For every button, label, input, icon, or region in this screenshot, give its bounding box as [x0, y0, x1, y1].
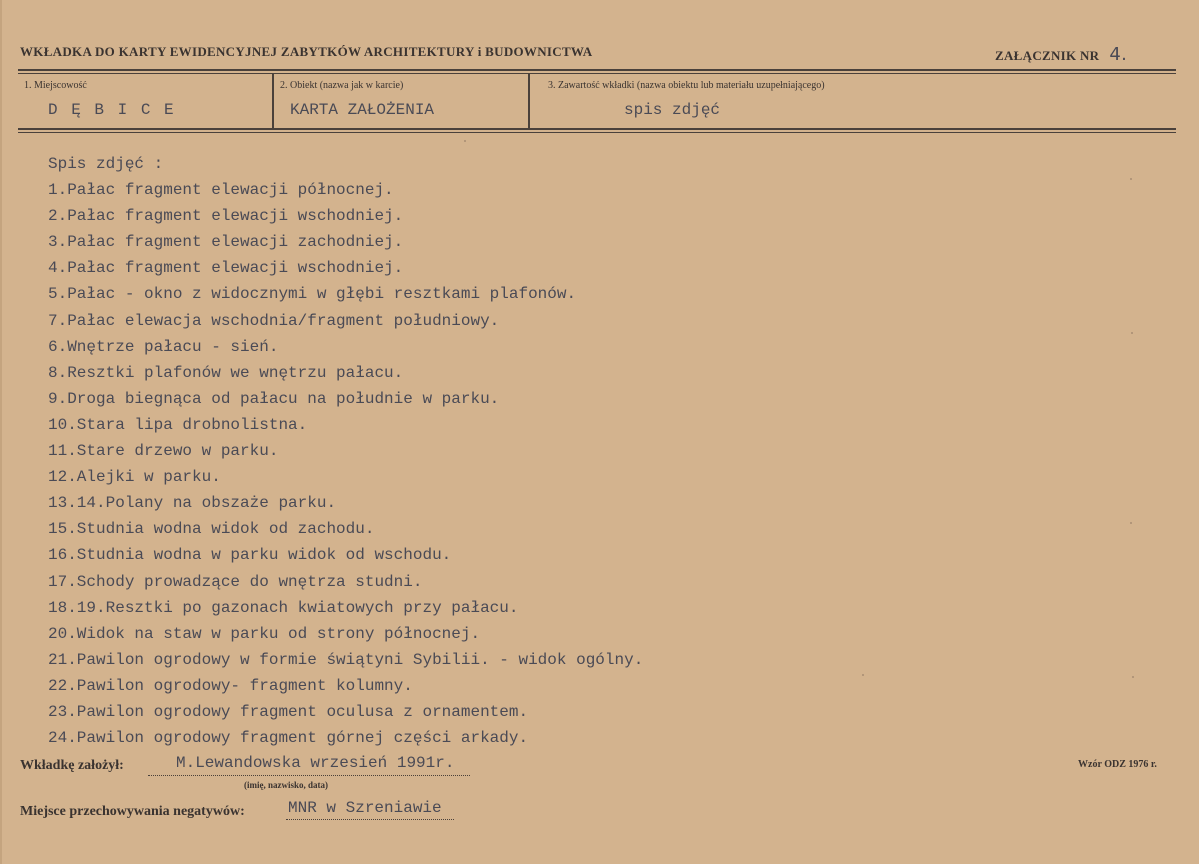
object-label: 2. Obiekt (nazwa jak w karcie) — [280, 80, 404, 91]
photo-list — [48, 151, 643, 751]
list-item: 3.Pałac fragment elewacji zachodniej. — [48, 233, 404, 252]
locality-value: D Ę B I C E — [48, 101, 176, 119]
list-item: 23.Pawilon ogrodowy fragment oculusa z ornamentem. — [48, 702, 529, 721]
list-item: 15.Studnia wodna widok od zachodu. — [48, 520, 375, 539]
object-value: KARTA ZAŁOŻENIA — [290, 101, 435, 119]
fields-rule-thin — [18, 132, 1176, 133]
list-heading: Spis zdjęć : — [48, 155, 164, 173]
list-item: 8.Resztki plafonów we wnętrzu pałacu. — [48, 363, 404, 382]
list-item: 11.Stare drzewo w parku. — [48, 442, 279, 461]
field-divider — [272, 74, 274, 128]
content-value: spis zdjęć — [624, 101, 721, 119]
form-title: WKŁADKA DO KARTY EWIDENCYJNEJ ZABYTKÓW ARCHITEKTURY i BUDOWNICTWA — [20, 44, 593, 59]
paper-speck — [1130, 178, 1132, 180]
annex-number: 4. — [1109, 44, 1128, 65]
created-by-line — [148, 775, 470, 776]
list-item: 2.Pałac fragment elewacji wschodniej. — [48, 207, 404, 226]
list-item: 16.Studnia wodna w parku widok od wschodu. — [48, 546, 452, 565]
created-by-caption: (imię, nazwisko, data) — [244, 780, 328, 790]
fields-rule — [18, 128, 1176, 130]
list-item: 13.14.Polany na obszaże parku. — [48, 494, 337, 513]
list-item: 1.Pałac fragment elewacji północnej. — [48, 181, 394, 200]
paper-speck — [1132, 676, 1134, 678]
negatives-line — [286, 819, 454, 820]
negatives-value: MNR w Szreniawie — [288, 799, 442, 817]
list-item: 21.Pawilon ogrodowy w formie świątyni Sybilii. - widok ogólny. — [48, 650, 644, 669]
content-label: 3. Zawartość wkładki (nazwa obiektu lub materiału uzupełniającego) — [548, 80, 825, 91]
created-by-value: M.Lewandowska wrzesień 1991r. — [176, 754, 455, 772]
paper-speck — [1130, 522, 1132, 524]
created-by-label: Wkładkę założył: — [20, 758, 124, 773]
list-item: 4.Pałac fragment elewacji wschodniej. — [48, 259, 404, 278]
list-item: 9.Droga biegnąca od pałacu na południe w parku. — [48, 389, 500, 408]
list-item: 18.19.Resztki po gazonach kwiatowych przy pałacu. — [48, 598, 519, 617]
list-item: 10.Stara lipa drobnolistna. — [48, 415, 308, 434]
field-divider — [528, 74, 530, 128]
paper-speck — [862, 674, 864, 676]
annex-label-text: ZAŁĄCZNIK NR — [995, 48, 1100, 63]
list-item: 7.Pałac elewacja wschodnia/fragment południowy. — [48, 311, 500, 330]
list-item: 22.Pawilon ogrodowy- fragment kolumny. — [48, 676, 413, 695]
list-item: 17.Schody prowadzące do wnętrza studni. — [48, 572, 423, 591]
header-rule — [18, 69, 1176, 71]
paper-speck — [1131, 332, 1133, 334]
list-item: 24.Pawilon ogrodowy fragment górnej części arkady. — [48, 729, 529, 748]
form-code: Wzór ODZ 1976 r. — [1078, 759, 1157, 770]
list-item: 5.Pałac - okno z widocznymi w głębi resztkami plafonów. — [48, 285, 577, 304]
negatives-label: Miejsce przechowywania negatywów: — [20, 804, 245, 819]
list-item: 20.Widok na staw w parku od strony północnej. — [48, 624, 481, 643]
list-item: 12.Alejki w parku. — [48, 468, 221, 487]
paper-speck — [464, 140, 466, 142]
annex-label — [995, 44, 1127, 65]
header-rule-thin — [18, 73, 1176, 74]
list-item: 6.Wnętrze pałacu - sień. — [48, 337, 279, 356]
locality-label: 1. Miejscowość — [24, 80, 87, 91]
